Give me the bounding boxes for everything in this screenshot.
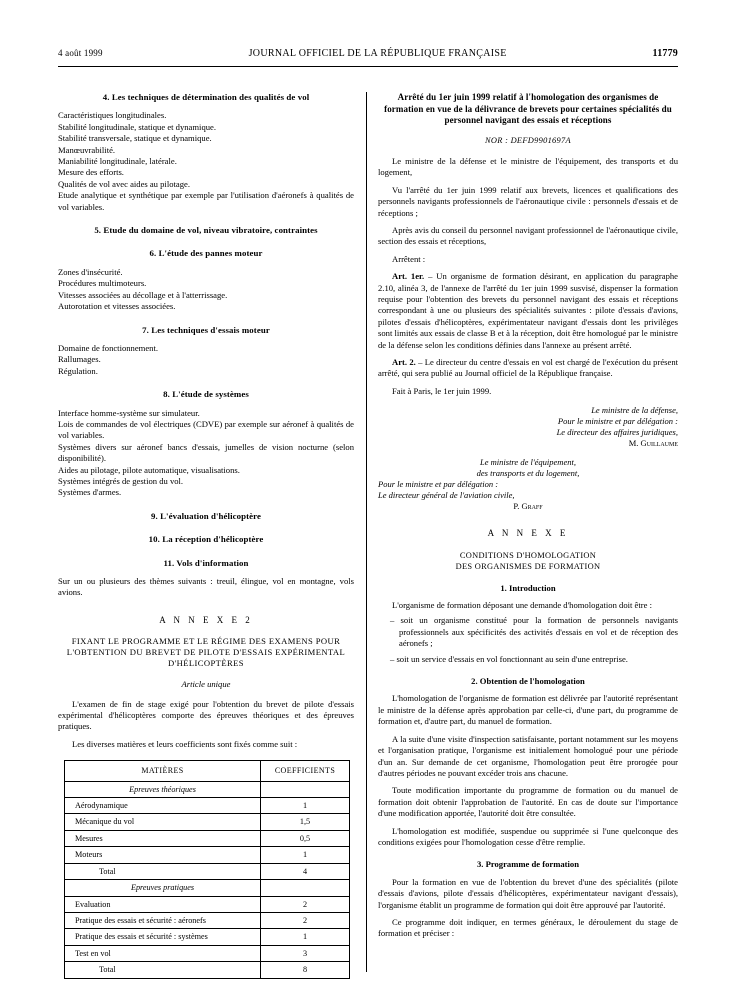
table-group-label-row xyxy=(65,880,350,896)
row-coefficient: 3 xyxy=(261,945,350,961)
line: Systèmes d'armes. xyxy=(58,487,122,498)
list-item: – soit un organisme constitué pour la formation de personnels navigants professionnels aux spécificités des activités d'essais en vol et de réception des aéronefs ; xyxy=(390,615,678,649)
nor-reference: NOR : DEFD9901697A xyxy=(485,135,571,145)
annexe-2-paragraph: Les diverses matières et leurs coefficients sont fixés comme suit : xyxy=(72,738,298,749)
left-column xyxy=(58,92,354,979)
obtention-paragraph: L'homologation de l'organisme de formation est délivrée par l'autorité représentant le ministre de la défense après approbation par celle-ci, d'une part, du programme de formation et, d'autre part, du manuel de formation. xyxy=(378,693,678,727)
annexe-title-line-2: DES ORGANISMES DE FORMATION xyxy=(455,561,601,571)
visa: Le ministre de la défense et le ministre de l'équipement, des transports et du logement, xyxy=(378,155,678,178)
annexe-title xyxy=(378,550,678,572)
article-unique-heading: Article unique xyxy=(181,679,231,690)
signature-line: Le directeur général de l'aviation civile, xyxy=(378,490,515,501)
section-8-lines xyxy=(58,408,354,499)
table-row xyxy=(65,945,350,961)
line: Aides au pilotage, pilote automatique, visualisations. xyxy=(58,464,240,475)
header-page-number: 11779 xyxy=(652,48,678,59)
line: Manœuvrabilité. xyxy=(58,144,116,155)
row-label: Aérodynamique xyxy=(65,798,261,814)
table-header-row xyxy=(65,761,350,781)
right-column xyxy=(378,92,678,940)
heading-introduction: 1. Introduction xyxy=(500,582,556,593)
line: Domaine de fonctionnement. xyxy=(58,342,158,353)
table-row xyxy=(65,847,350,863)
article-1-text: – Un organisme de formation désirant, en application du paragraphe 2.10, alinéa 3, de l'annexe de l'arrêté du 1er juin 1999 susvisé, dispenser la formation requise pour l'obtention des brevets du personnel navigant des essais et réceptions correspondant à une ou plusieurs des spécialités suivantes : pilote d'essais d'avions, pilotes d'essais d'hélicoptères, expérimentateur navigant d'essais dont les privilèges sont limités aux essais de classe B et à la réception, doit être homologué par le ministre de la défense selon les conditions définies dans l'annexe au présent arrêté. xyxy=(378,271,678,350)
row-label: Mécanique du vol xyxy=(65,814,261,830)
heading-section-9: 9. L'évaluation d'hélicoptère xyxy=(150,510,261,521)
section-11-paragraph: Sur un ou plusieurs des thèmes suivants : treuil, élingue, vol en montagne, vols avions. xyxy=(58,576,354,598)
line: Qualités de vol avec aides au pilotage. xyxy=(58,178,190,189)
row-label: Test en vol xyxy=(65,945,261,961)
heading-programme: 3. Programme de formation xyxy=(477,859,579,870)
line: Procédures multimoteurs. xyxy=(58,278,147,289)
table-row xyxy=(65,929,350,945)
column-header-coefficients: COEFFICIENTS xyxy=(261,761,350,781)
table-group-label-row xyxy=(65,781,350,797)
line: Systèmes intégrés de gestion du vol. xyxy=(58,475,184,486)
signature-equipement xyxy=(378,457,678,512)
total-value: 4 xyxy=(261,863,350,879)
line: Rallumages. xyxy=(58,354,101,365)
table-row xyxy=(65,896,350,912)
signature-name: P. Graff xyxy=(513,501,543,512)
obtention-paragraph: L'homologation est modifiée, suspendue ou supprimée si l'une quelconque des conditions exigées pour l'homologation cesse d'être remplie. xyxy=(378,825,678,847)
column-header-matieres: MATIÈRES xyxy=(65,761,261,781)
article-1 xyxy=(378,271,678,351)
coefficients-table xyxy=(64,760,350,978)
line: Maniabilité longitudinale, latérale. xyxy=(58,156,177,167)
visa: Vu l'arrêté du 1er juin 1999 relatif aux brevets, licences et qualifications des personnels navigants professionnels de l'aéronautique civile : personnels d'essais et de réceptions ; xyxy=(378,184,678,218)
signature-defense xyxy=(378,405,678,449)
signature-line: Le ministre de la défense, xyxy=(591,405,678,416)
line: Stabilité longitudinale, statique et dynamique. xyxy=(58,121,216,132)
row-coefficient: 1 xyxy=(261,847,350,863)
line: Stabilité transversale, statique et dynamique. xyxy=(58,133,212,144)
heading-section-5: 5. Etude du domaine de vol, niveau vibratoire, contraintes xyxy=(94,225,318,236)
empty-cell xyxy=(261,781,350,797)
arretent: Arrêtent : xyxy=(392,253,426,264)
decree-title: Arrêté du 1er juin 1999 relatif à l'homologation des organismes de formation en vue de la délivrance de brevets pour certaines spécialités du personnel navigant des essais et réceptions xyxy=(384,92,672,125)
visa: Après avis du conseil du personnel navigant professionnel de l'aéronautique civile, section des essais et réceptions, xyxy=(378,224,678,247)
annexe-title-line-1: CONDITIONS D'HOMOLOGATION xyxy=(459,550,597,560)
introduction-list xyxy=(378,615,678,665)
table-row xyxy=(65,798,350,814)
heading-section-4: 4. Les techniques de détermination des qualités de vol xyxy=(102,92,310,102)
paragraph: Systèmes divers sur aéronef bancs d'essais, jumelles de vision nocturne (selon disponibilité). xyxy=(58,441,354,464)
paragraph: Etude analytique et synthétique par exemple par l'utilisation d'aéronefs à qualités de vol variables. xyxy=(58,190,354,212)
obtention-paragraph: A la suite d'une visite d'inspection satisfaisante, portant notamment sur les moyens et l'organisation pratique, l'organisme est initialement homologué pour une période d'un an. Sur demande de cet organisme, l'homologation peut être prorogée pour d'autres périodes ne pouvant excéder trois ans chacune. xyxy=(378,733,678,778)
paragraph: Lois de commandes de vol électriques (CDVE) par exemple sur aéronef à qualités de vol variables. xyxy=(58,418,354,441)
signature-line: Le ministre de l'équipement, xyxy=(480,457,576,468)
heading-obtention: 2. Obtention de l'homologation xyxy=(471,676,585,687)
heading-section-11: 11. Vols d'information xyxy=(163,557,249,568)
row-label: Evaluation xyxy=(65,896,261,912)
heading-section-10: 10. La réception d'hélicoptère xyxy=(148,534,264,545)
article-2 xyxy=(378,357,678,380)
signature-name: M. Guillaume xyxy=(628,438,678,449)
programme-paragraph: Pour la formation en vue de l'obtention du brevet d'une des spécialités (pilote d'essais d'avions, pilote d'essais d'hélicoptères, expérimentateur navigant d'essais), l'organisme établit un programme de formation qui doit être approuvé par l'autorité. xyxy=(378,876,678,910)
section-6-lines xyxy=(58,267,354,313)
table-total-row xyxy=(65,863,350,879)
line: Régulation. xyxy=(58,365,98,376)
row-coefficient: 0,5 xyxy=(261,830,350,846)
list-item: – soit un service d'essais en vol fonctionnant au sein d'une entreprise. xyxy=(390,654,678,665)
line: Vitesses associées au décollage et à l'atterrissage. xyxy=(58,289,228,300)
signature-line: Pour le ministre et par délégation : xyxy=(557,416,678,427)
group-label-pratiques: Epreuves pratiques xyxy=(65,880,261,896)
row-coefficient: 1,5 xyxy=(261,814,350,830)
header-title: JOURNAL OFFICIEL DE LA RÉPUBLIQUE FRANÇAISE xyxy=(248,48,507,59)
heading-section-7: 7. Les techniques d'essais moteur xyxy=(142,324,270,335)
page-header xyxy=(58,48,678,59)
annexe-label: A N N E X E xyxy=(487,528,569,539)
line: Autorotation et vitesses associées. xyxy=(58,301,176,312)
heading-section-8: 8. L'étude de systèmes xyxy=(163,389,249,400)
table-row xyxy=(65,830,350,846)
column-separator xyxy=(366,92,367,972)
fait-a-paris: Fait à Paris, le 1er juin 1999. xyxy=(392,385,492,396)
annexe-2-title: FIXANT LE PROGRAMME ET LE RÉGIME DES EXAMENS POUR L'OBTENTION DU BREVET DE PILOTE D'ESSAIS EXPÉRIMENTAL D'HÉLICOPTÈRES xyxy=(66,636,346,669)
table-total-row xyxy=(65,962,350,978)
article-2-label: Art. 2. xyxy=(392,357,416,367)
annexe-2-label: A N N E X E 2 xyxy=(159,614,253,625)
header-rule xyxy=(58,66,678,67)
group-label-theoriques: Epreuves théoriques xyxy=(65,781,261,797)
line: Interface homme-système sur simulateur. xyxy=(58,407,200,418)
header-date: 4 août 1999 xyxy=(58,48,103,58)
total-label: Total xyxy=(65,863,261,879)
row-label: Pratique des essais et sécurité : aéronefs xyxy=(65,912,261,928)
line: Caractéristiques longitudinales. xyxy=(58,110,167,121)
table-row xyxy=(65,814,350,830)
row-label: Moteurs xyxy=(65,847,261,863)
article-1-label: Art. 1er. xyxy=(392,271,425,282)
line: Mesure des efforts. xyxy=(58,167,124,178)
obtention-paragraph: Toute modification importante du programme de formation ou du manuel de formation doit obtenir l'approbation de l'autorité. En cas de doute sur l'importance d'une modification apportée, l'autorité doit être consultée. xyxy=(378,785,678,819)
signature-line: Le directeur des affaires juridiques, xyxy=(556,427,678,438)
row-coefficient: 1 xyxy=(261,798,350,814)
signature-line: Pour le ministre et par délégation : xyxy=(378,479,499,490)
section-4-lines xyxy=(58,110,354,213)
article-2-text: – Le directeur du centre d'essais en vol est chargé de l'exécution du présent arrêté, qui sera publié au Journal officiel de la République française. xyxy=(378,357,679,379)
row-label: Mesures xyxy=(65,830,261,846)
line: Zones d'insécurité. xyxy=(58,266,123,277)
row-coefficient: 2 xyxy=(261,912,350,928)
heading-section-6: 6. L'étude des pannes moteur xyxy=(149,248,263,259)
total-value: 8 xyxy=(261,962,350,978)
row-label: Pratique des essais et sécurité : systèmes xyxy=(65,929,261,945)
row-coefficient: 1 xyxy=(261,929,350,945)
table-row xyxy=(65,912,350,928)
signature-line: des transports et du logement, xyxy=(476,468,580,479)
annexe-2-paragraph: L'examen de fin de stage exigé pour l'obtention du brevet de pilote d'essais expérimental d'hélicoptères comporte des épreuves théoriques et des épreuves pratiques. xyxy=(58,698,354,732)
introduction-intro: L'organisme de formation déposant une demande d'homologation doit être : xyxy=(392,600,652,611)
empty-cell xyxy=(261,880,350,896)
row-coefficient: 2 xyxy=(261,896,350,912)
programme-paragraph: Ce programme doit indiquer, en termes généraux, le déroulement du stage de formation et préciser : xyxy=(378,916,678,939)
total-label: Total xyxy=(65,962,261,978)
section-7-lines xyxy=(58,343,354,377)
